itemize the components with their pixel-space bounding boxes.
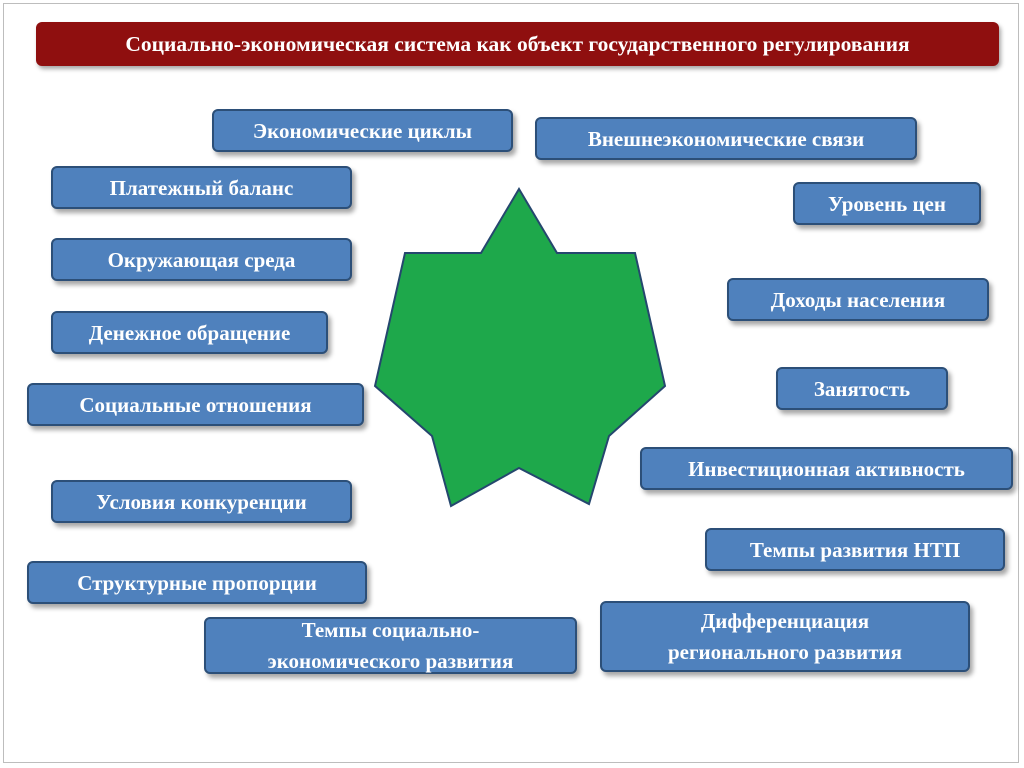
factor-population-income bbox=[727, 278, 989, 321]
factor-label: Денежное обращение bbox=[88, 320, 291, 345]
factor-scientific-progress-rate bbox=[705, 528, 1005, 571]
factor-balance-of-payments bbox=[51, 166, 352, 209]
slide-title-text: Социально-экономическая система как объект государственного регулирования bbox=[125, 31, 910, 56]
factor-label: Социальные отношения bbox=[79, 392, 312, 417]
factor-label: Темпы развития НТП bbox=[749, 537, 961, 562]
factor-investment-activity bbox=[640, 447, 1013, 490]
factor-economic-cycles bbox=[212, 109, 513, 152]
factor-label: Внешнеэкономические связи bbox=[587, 126, 865, 151]
factor-structural-proportions bbox=[27, 561, 367, 604]
factor-label: Условия конкуренции bbox=[96, 489, 307, 514]
factor-label: Структурные пропорции bbox=[77, 570, 317, 595]
factor-price-level bbox=[793, 182, 981, 225]
factor-label: Уровень цен bbox=[828, 191, 946, 216]
factor-socio-economic-development-rate bbox=[204, 617, 577, 674]
factor-foreign-economic-relations bbox=[535, 117, 917, 160]
factor-label-line2: регионального развития bbox=[667, 639, 902, 664]
central-star-shape bbox=[372, 186, 672, 516]
factor-employment bbox=[776, 367, 948, 410]
factor-social-relations bbox=[27, 383, 364, 426]
factor-label: Экономические циклы bbox=[252, 118, 473, 143]
factor-label-line1: Дифференциация bbox=[700, 608, 870, 633]
factor-label-line2: экономического развития bbox=[267, 648, 514, 673]
slide-title bbox=[36, 22, 999, 66]
factor-label: Окружающая среда bbox=[107, 247, 296, 272]
factor-competition-conditions bbox=[51, 480, 352, 523]
factor-label: Занятость bbox=[813, 376, 911, 401]
factor-label: Инвестиционная активность bbox=[688, 456, 965, 481]
factor-environment bbox=[51, 238, 352, 281]
factor-label: Доходы населения bbox=[770, 287, 946, 312]
seven-pointed-star bbox=[375, 189, 665, 506]
factor-label: Платежный баланс bbox=[109, 175, 294, 200]
factor-money-circulation bbox=[51, 311, 328, 354]
factor-regional-differentiation bbox=[600, 601, 970, 672]
factor-label-line1: Темпы социально- bbox=[301, 617, 480, 642]
